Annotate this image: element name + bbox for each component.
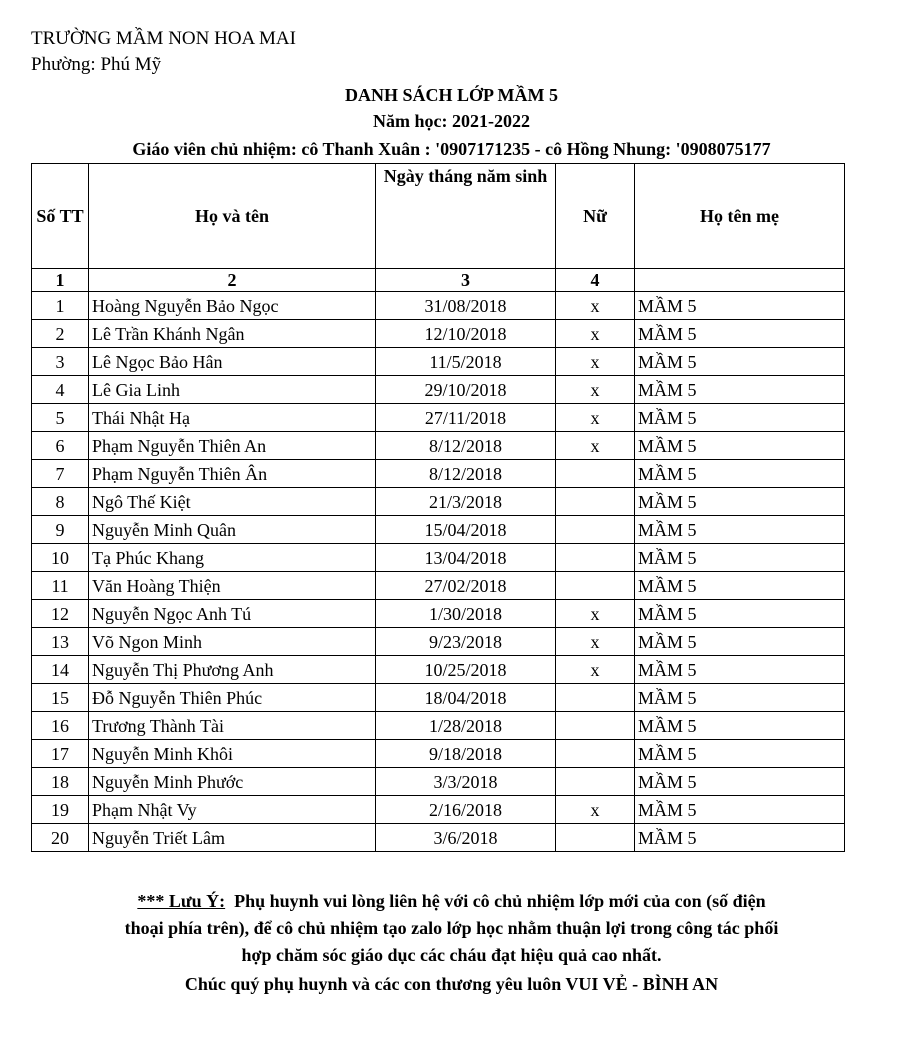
row-name: Lê Gia Linh xyxy=(89,376,376,404)
row-female xyxy=(556,712,635,740)
row-dob: 2/16/2018 xyxy=(376,796,556,824)
table-row xyxy=(32,488,845,516)
school-year: Năm học: 2021-2022 xyxy=(373,111,530,131)
row-stt: 4 xyxy=(32,376,89,404)
note-text-1: Phụ huynh vui lòng liên hệ với cô chủ nhiệm lớp mới của con (số điện xyxy=(234,891,766,911)
table-row xyxy=(32,600,845,628)
row-mother: MẦM 5 xyxy=(635,432,845,460)
row-stt: 9 xyxy=(32,516,89,544)
row-dob: 1/28/2018 xyxy=(376,712,556,740)
row-name: Võ Ngon Minh xyxy=(89,628,376,656)
row-female xyxy=(556,516,635,544)
row-name: Đỗ Nguyễn Thiên Phúc xyxy=(89,684,376,712)
header-name: Họ và tên xyxy=(89,164,376,269)
row-stt: 20 xyxy=(32,824,89,852)
row-mother: MẦM 5 xyxy=(635,768,845,796)
column-number-row xyxy=(32,269,845,292)
row-name: Trương Thành Tài xyxy=(89,712,376,740)
row-mother: MẦM 5 xyxy=(635,600,845,628)
table-row xyxy=(32,292,845,320)
row-mother: MẦM 5 xyxy=(635,824,845,852)
row-stt: 18 xyxy=(32,768,89,796)
row-name: Tạ Phúc Khang xyxy=(89,544,376,572)
column-number: 3 xyxy=(376,269,556,292)
row-female xyxy=(556,572,635,600)
table-row xyxy=(32,684,845,712)
table-row xyxy=(32,376,845,404)
row-stt: 5 xyxy=(32,404,89,432)
row-stt: 1 xyxy=(32,292,89,320)
row-stt: 13 xyxy=(32,628,89,656)
table-row xyxy=(32,656,845,684)
row-dob: 27/02/2018 xyxy=(376,572,556,600)
row-mother: MẦM 5 xyxy=(635,656,845,684)
row-dob: 10/25/2018 xyxy=(376,656,556,684)
table-row xyxy=(32,404,845,432)
row-mother: MẦM 5 xyxy=(635,628,845,656)
row-female: x xyxy=(556,600,635,628)
row-name: Nguyễn Ngọc Anh Tú xyxy=(89,600,376,628)
table-row xyxy=(32,796,845,824)
page-title: DANH SÁCH LỚP MẦM 5 xyxy=(345,85,558,105)
row-stt: 3 xyxy=(32,348,89,376)
row-mother: MẦM 5 xyxy=(635,740,845,768)
table-row xyxy=(32,320,845,348)
row-name: Nguyễn Triết Lâm xyxy=(89,824,376,852)
row-female xyxy=(556,684,635,712)
row-name: Nguyễn Minh Khôi xyxy=(89,740,376,768)
table-row xyxy=(32,460,845,488)
header-mother: Họ tên mẹ xyxy=(635,164,845,269)
table-row xyxy=(32,572,845,600)
row-dob: 15/04/2018 xyxy=(376,516,556,544)
row-female: x xyxy=(556,376,635,404)
row-name: Thái Nhật Hạ xyxy=(89,404,376,432)
class-roster-table xyxy=(31,163,845,852)
row-female xyxy=(556,740,635,768)
row-mother: MẦM 5 xyxy=(635,348,845,376)
row-dob: 13/04/2018 xyxy=(376,544,556,572)
row-name: Phạm Nguyễn Thiên Ân xyxy=(89,460,376,488)
row-dob: 3/3/2018 xyxy=(376,768,556,796)
row-female: x xyxy=(556,404,635,432)
row-female: x xyxy=(556,656,635,684)
row-dob: 3/6/2018 xyxy=(376,824,556,852)
table-row xyxy=(32,432,845,460)
row-name: Phạm Nhật Vy xyxy=(89,796,376,824)
row-stt: 11 xyxy=(32,572,89,600)
note-line-3: hợp chăm sóc giáo dục các cháu đạt hiệu quả cao nhất. xyxy=(241,945,662,965)
row-female xyxy=(556,488,635,516)
row-dob: 8/12/2018 xyxy=(376,460,556,488)
row-name: Lê Ngọc Bảo Hân xyxy=(89,348,376,376)
table-row xyxy=(32,348,845,376)
column-number: 1 xyxy=(32,269,89,292)
row-mother: MẦM 5 xyxy=(635,488,845,516)
row-dob: 18/04/2018 xyxy=(376,684,556,712)
row-female xyxy=(556,544,635,572)
table-row xyxy=(32,628,845,656)
header-female: Nữ xyxy=(556,164,635,269)
row-mother: MẦM 5 xyxy=(635,292,845,320)
table-row xyxy=(32,544,845,572)
row-stt: 16 xyxy=(32,712,89,740)
row-female xyxy=(556,768,635,796)
note-line-2: thoại phía trên), để cô chủ nhiệm tạo zalo lớp học nhằm thuận lợi trong công tác phối xyxy=(124,918,779,938)
row-stt: 12 xyxy=(32,600,89,628)
row-mother: MẦM 5 xyxy=(635,376,845,404)
homeroom-teachers: Giáo viên chủ nhiệm: cô Thanh Xuân : '0907171235 - cô Hồng Nhung: '0908075177 xyxy=(132,139,771,159)
row-dob: 27/11/2018 xyxy=(376,404,556,432)
note-label: *** Lưu Ý: xyxy=(137,891,226,911)
row-dob: 9/18/2018 xyxy=(376,740,556,768)
table-row xyxy=(32,824,845,852)
column-number: 2 xyxy=(89,269,376,292)
row-name: Lê Trần Khánh Ngân xyxy=(89,320,376,348)
row-female: x xyxy=(556,320,635,348)
row-stt: 6 xyxy=(32,432,89,460)
row-stt: 14 xyxy=(32,656,89,684)
row-dob: 1/30/2018 xyxy=(376,600,556,628)
ward-label: Phường: Phú Mỹ xyxy=(31,54,162,75)
header-dob: Ngày tháng năm sinh xyxy=(376,164,556,269)
row-stt: 2 xyxy=(32,320,89,348)
row-female: x xyxy=(556,432,635,460)
row-mother: MẦM 5 xyxy=(635,572,845,600)
row-name: Hoàng Nguyễn Bảo Ngọc xyxy=(89,292,376,320)
row-mother: MẦM 5 xyxy=(635,516,845,544)
note-line-1 xyxy=(0,888,903,915)
row-dob: 11/5/2018 xyxy=(376,348,556,376)
row-stt: 7 xyxy=(32,460,89,488)
table-row xyxy=(32,712,845,740)
row-name: Nguyễn Minh Quân xyxy=(89,516,376,544)
row-dob: 29/10/2018 xyxy=(376,376,556,404)
row-name: Nguyễn Thị Phương Anh xyxy=(89,656,376,684)
column-number: 4 xyxy=(556,269,635,292)
row-name: Văn Hoàng Thiện xyxy=(89,572,376,600)
row-name: Ngô Thế Kiệt xyxy=(89,488,376,516)
row-female: x xyxy=(556,348,635,376)
column-number xyxy=(635,269,845,292)
row-mother: MẦM 5 xyxy=(635,460,845,488)
row-mother: MẦM 5 xyxy=(635,684,845,712)
row-mother: MẦM 5 xyxy=(635,712,845,740)
roster-body xyxy=(32,292,845,852)
table-row xyxy=(32,740,845,768)
header-stt: Số TT xyxy=(32,164,89,269)
row-mother: MẦM 5 xyxy=(635,544,845,572)
school-name: TRƯỜNG MẦM NON HOA MAI xyxy=(31,28,296,49)
table-header-row xyxy=(32,164,845,269)
row-dob: 9/23/2018 xyxy=(376,628,556,656)
row-female: x xyxy=(556,628,635,656)
row-stt: 8 xyxy=(32,488,89,516)
row-stt: 19 xyxy=(32,796,89,824)
table-row xyxy=(32,516,845,544)
row-mother: MẦM 5 xyxy=(635,796,845,824)
row-mother: MẦM 5 xyxy=(635,320,845,348)
row-female: x xyxy=(556,796,635,824)
row-dob: 8/12/2018 xyxy=(376,432,556,460)
row-dob: 12/10/2018 xyxy=(376,320,556,348)
row-stt: 15 xyxy=(32,684,89,712)
note-line-4: Chúc quý phụ huynh và các con thương yêu luôn VUI VẺ - BÌNH AN xyxy=(184,974,719,994)
row-dob: 31/08/2018 xyxy=(376,292,556,320)
row-stt: 17 xyxy=(32,740,89,768)
table-row xyxy=(32,768,845,796)
row-mother: MẦM 5 xyxy=(635,404,845,432)
row-stt: 10 xyxy=(32,544,89,572)
row-name: Phạm Nguyễn Thiên An xyxy=(89,432,376,460)
row-dob: 21/3/2018 xyxy=(376,488,556,516)
row-female xyxy=(556,460,635,488)
row-female: x xyxy=(556,292,635,320)
row-name: Nguyễn Minh Phước xyxy=(89,768,376,796)
row-female xyxy=(556,824,635,852)
